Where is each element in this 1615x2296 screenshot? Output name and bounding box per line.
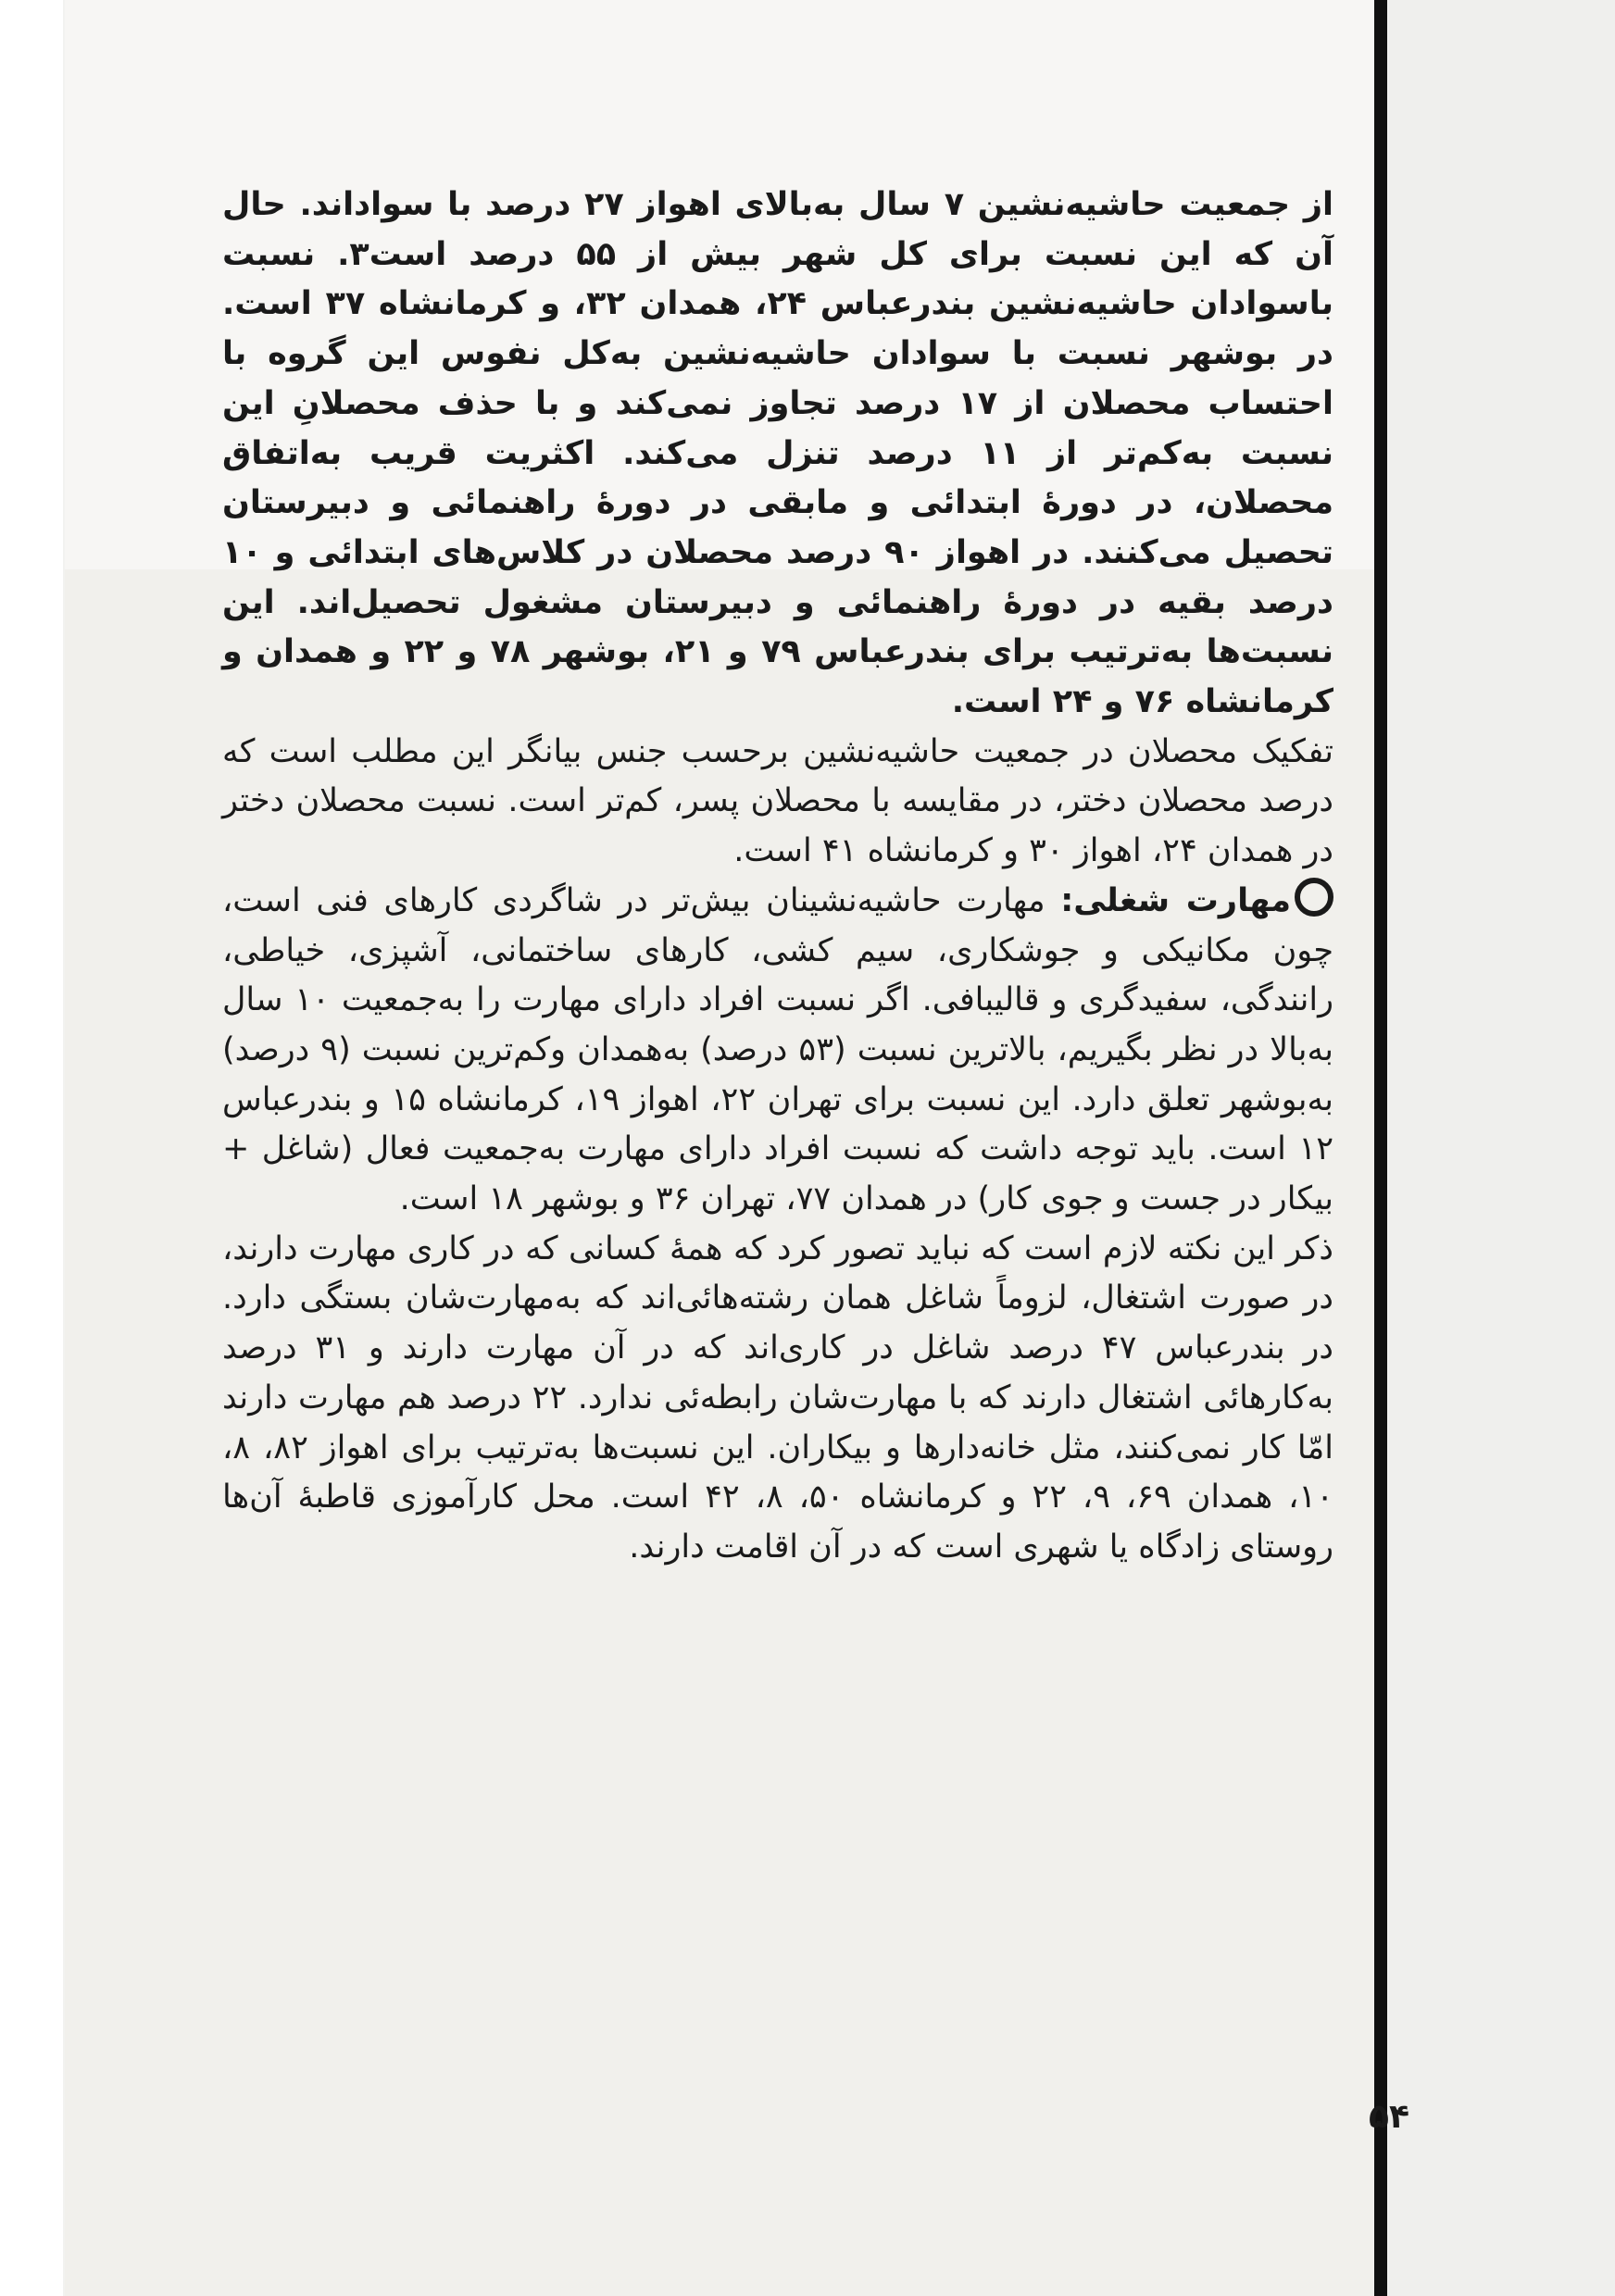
paragraph-skills — [222, 877, 1333, 1225]
circle-bullet-icon — [1295, 878, 1333, 917]
page-edge — [1389, 0, 1615, 2296]
page-body — [222, 181, 1333, 1573]
paragraph-skills-text: مهارت حاشیه‌نشینان بیش‌تر در شاگردی کارهای فنی است، چون مکانیکی و جوشکاری، سیم کشی، کارهای ساختمانی، آشپزی، خیاطی، رانندگی، سفیدگری و قالیبافی. اگر نسبت افراد دارای مهارت را به‌جمعیت ۱۰ سال به‌بالا در نظر بگیریم، بالاترین نسبت (۵۳ درصد) به‌همدان وکم‌ترین نسبت (۹ درصد) به‌بوشهر تعلق دارد. این نسبت برای تهران ۲۲، اهواز ۱۹، کرمانشاه ۱۵ و بندرعباس ۱۲ است. باید توجه داشت که نسبت افراد دارای مهارت به‌جمعیت فعال (شاغل + بیکار در جست و جوی کار) در همدان ۷۷، تهران ۳۶ و بوشهر ۱۸ است. — [222, 881, 1334, 1218]
paragraph-employment: ذکر این نکته لازم است که نباید تصور کرد که همهٔ کسانی که در کاری مهارت دارند، در صورت اشتغال، لزوماً شاغل همان رشته‌هائی‌اند که به‌مهارت‌شان بستگی دارد. در بندرعباس ۴۷ درصد شاغل در کاری‌اند که در آن مهارت دارند و ۳۱ درصد به‌کارهائی اشتغال دارند که با مهارت‌شان رابطه‌ئی ندارد. ۲۲ درصد هم مهارت دارند امّا کار نمی‌کنند، مثل خانه‌دارها و بیکاران. این نسبت‌ها به‌ترتیب برای اهواز ۸۲، ۸، ۱۰، همدان ۶۹، ۹، ۲۲ و کرمانشاه ۵۰، ۸، ۴۲ است. محل کارآموزی قاطبهٔ آن‌ها روستای زادگاه یا شهری است که در آن اقامت دارند. — [222, 1229, 1334, 1566]
paragraph-literacy: از جمعیت حاشیه‌نشین ۷ سال به‌بالای اهواز ۲۷ درصد با سواداند. حال آن که این نسبت برای کل شهر بیش از ۵۵ درصد است۳. نسبت باسوادان حاشیه‌نشین بندرعباس ۲۴، همدان ۳۲، و کرمانشاه ۳۷ است. در بوشهر نسبت با سوادان حاشیه‌نشین به‌کل نفوس این گروه با احتساب محصلان از ۱۷ درصد تجاوز نمی‌کند و با حذف محصلانِ این نسبت به‌کم‌تر از ۱۱ درصد تنزل می‌کند. اکثریت قریب به‌اتفاق محصلان، در دورهٔ ابتدائی و مابقی در دورهٔ راهنمائی و دبیرستان تحصیل می‌کنند. در اهواز ۹۰ درصد محصلان در کلاس‌های ابتدائی و ۱۰ درصد بقیه در دورهٔ راهنمائی و دبیرستان مشغول تحصیل‌اند. این نسبت‌ها به‌ترتیب برای بندرعباس ۷۹ و ۲۱، بوشهر ۷۸ و ۲۲ و همدان و کرمانشاه ۷۶ و ۲۴ است. — [222, 186, 1333, 721]
page-number: ۵۴ — [1369, 2098, 1409, 2136]
paragraph-gender: تفکیک محصلان در جمعیت حاشیه‌نشین برحسب جنس بیانگر این مطلب است که درصد محصلان دختر، در مقایسه با محصلان پسر، کم‌تر است. نسبت محصلان دختر در همدان ۲۴، اهواز ۳۰ و کرمانشاه ۴۱ است. — [222, 732, 1333, 870]
binding-line — [1374, 0, 1387, 2296]
section-heading: مهارت شغلی: — [1060, 881, 1292, 919]
